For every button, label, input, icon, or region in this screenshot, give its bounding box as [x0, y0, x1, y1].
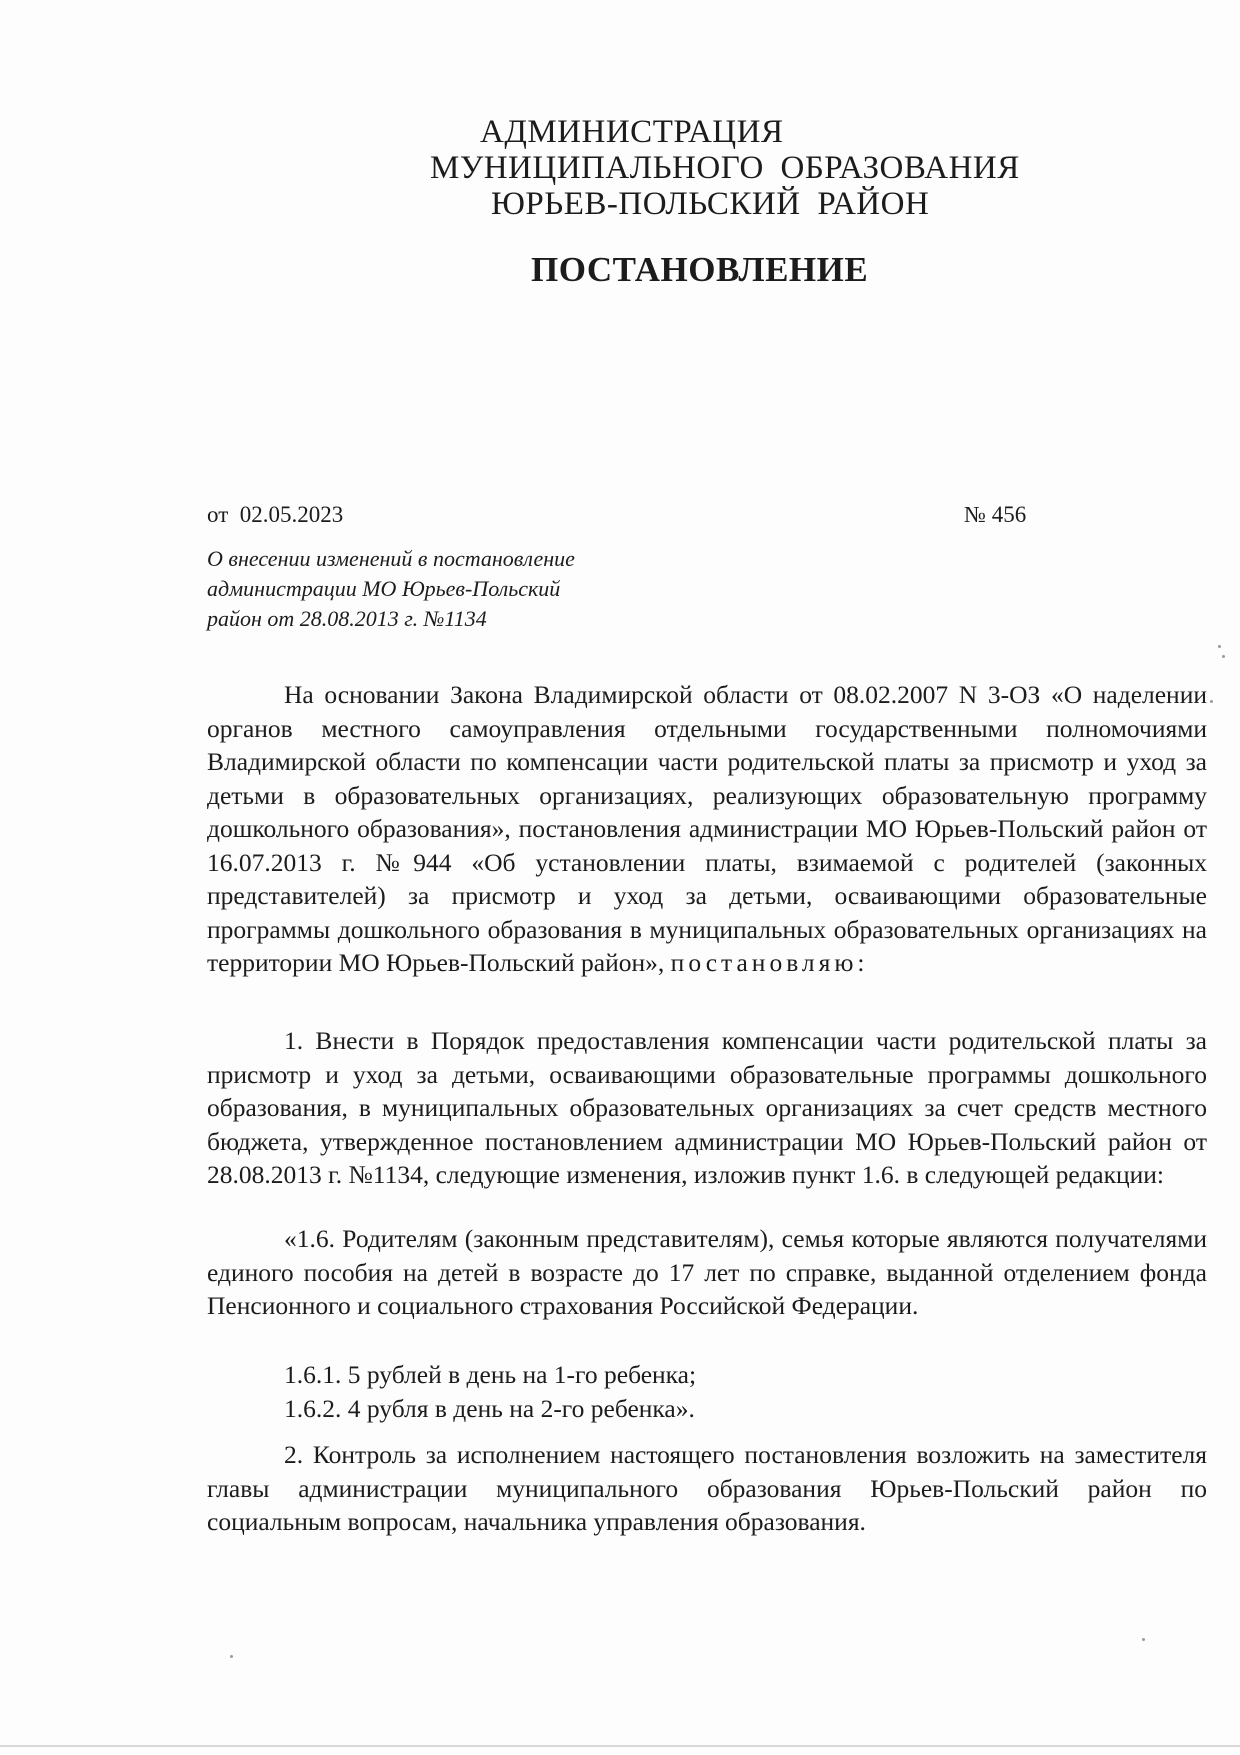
scan-bottom-edge — [0, 1745, 1240, 1747]
document-date — [207, 502, 343, 528]
resolution-word: постановляю: — [670, 948, 869, 977]
header-district: ЮРЬЕВ-ПОЛЬСКИЙ РАЙОН — [491, 186, 930, 222]
document-number: № 456 — [964, 502, 1027, 527]
scan-speck — [1210, 700, 1213, 703]
item-1-paragraph: 1. Внести в Порядок предоставления компенсации части родительской платы за присмотр и уход за детьми, осваивающими образовательные программы дошкольного образования, в муниципальных образовательных организациях за счет средств местного бюджета, утвержденное постановлением администрации МО Юрьев-Польский район от 28.08.2013 г. №1134, следующие изменения, изложив пункт 1.6. в следующей редакции: — [207, 1026, 1207, 1189]
scan-speck — [230, 1655, 233, 1658]
scan-speck — [1142, 1638, 1145, 1641]
document-subject — [207, 544, 667, 634]
subject-line: О внесении изменений в постановление — [207, 546, 575, 571]
item-1-6-paragraph: «1.6. Родителям (законным представителям), семья которые являются получателями единого пособия на детей в возрасте до 17 лет по справке, выданной отделением фонда Пенсионного и социального страхования Российской Федерации. — [207, 1224, 1207, 1320]
item-1-6-1: 1.6.1. 5 рублей в день на 1-го ребенка; — [284, 1360, 697, 1389]
preamble-text: На основании Закона Владимирской области от 08.02.2007 N 3-ОЗ «О наделении органов местного самоуправления отдельными государственными полномочиями Владимирской области по компенсации части родительской платы за присмотр и уход за детьми в образовательных организациях, реализующих образовательную программу дошкольного образования», постановления администрации МО Юрьев-Польский район от 16.07.2013 г. №944 «Об установлении платы, взимаемой с родителей (законных представителей) за присмотр и уход за детьми, осваивающими образовательные программы дошкольного образования в муниципальных образовательных организациях на территории МО Юрьев-Польский район», — [207, 680, 1207, 977]
header-administration: АДМИНИСТРАЦИЯ — [480, 114, 784, 150]
item-1-6-2: 1.6.2. 4 рубля в день на 2-го ребенка». — [284, 1394, 695, 1423]
document-type-title: ПОСТАНОВЛЕНИЕ — [531, 250, 869, 289]
date-prefix: от — [207, 502, 229, 527]
item-2-paragraph: 2. Контроль за исполнением настоящего постановления возложить на заместителя главы администрации муниципального образования Юрьев-Польский район по социальным вопросам, начальника управления образования. — [207, 1440, 1207, 1536]
subject-line: район от 28.08.2013 г. №1134 — [207, 606, 487, 631]
date-value: 02.05.2023 — [239, 502, 344, 527]
header-municipal-formation: МУНИЦИПАЛЬНОГО ОБРАЗОВАНИЯ — [430, 150, 1020, 186]
preamble-paragraph — [207, 678, 1207, 980]
scan-speck — [1222, 655, 1225, 658]
subject-line: администрации МО Юрьев-Польский — [207, 576, 561, 601]
scan-speck — [1218, 645, 1221, 648]
